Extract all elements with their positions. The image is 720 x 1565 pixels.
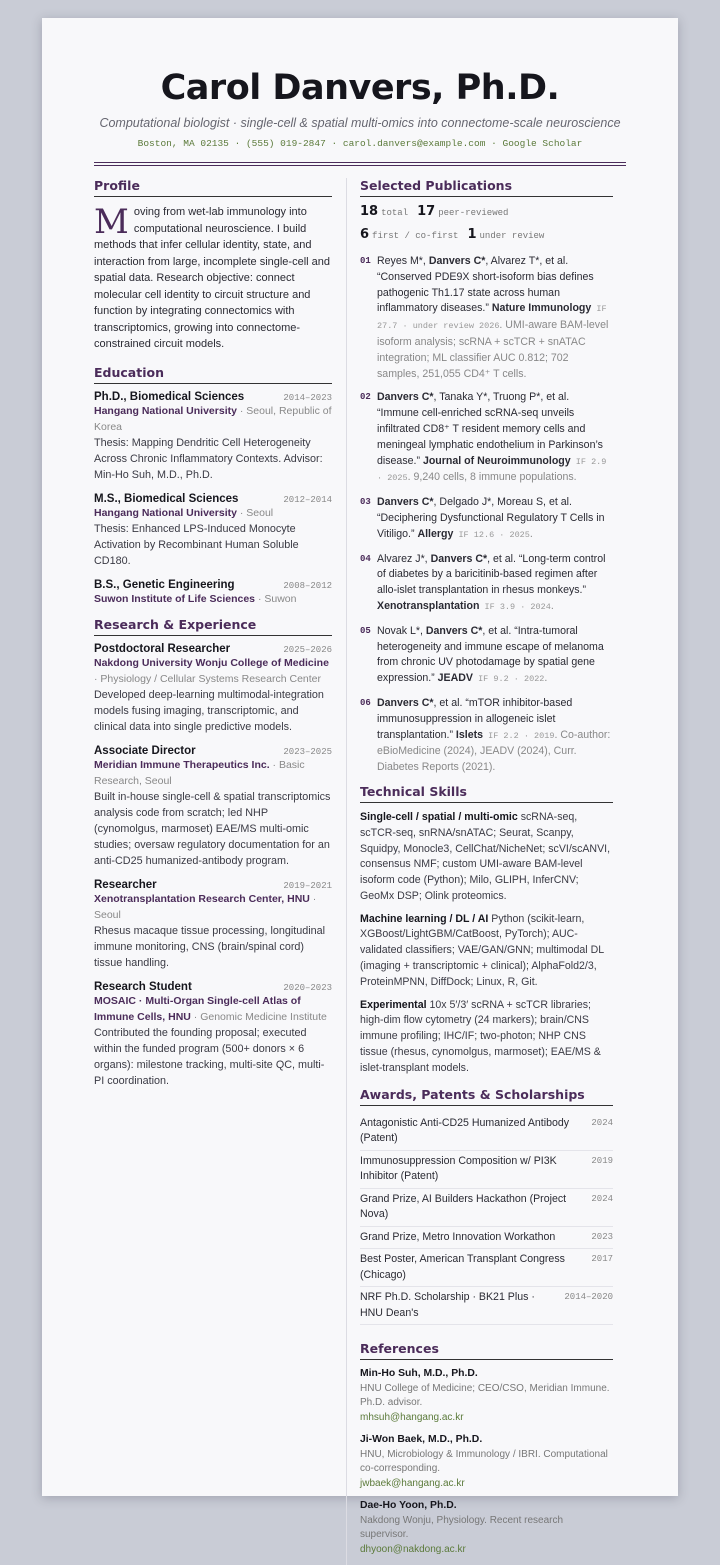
stat-label: peer-reviewed — [438, 208, 509, 218]
publication-number: 01 — [360, 256, 371, 266]
publication-number: 04 — [360, 553, 371, 564]
publication-stat — [467, 227, 544, 242]
experience-list — [94, 643, 332, 1089]
publication-stat — [360, 204, 408, 219]
impact-factor: IF 12.6 · 2025 — [453, 529, 530, 540]
organization-name: Nakdong University Wonju College of Medicine — [94, 656, 329, 669]
header-double-rule — [94, 162, 626, 166]
entry-organization — [94, 757, 332, 789]
publication-item — [360, 624, 613, 688]
publication-notes: . — [544, 672, 548, 685]
publication-title: , et al. “Intra-tumoral heterogeneity and immune escape of melanoma from chronic UV photodamage by spatial gene expression.” — [377, 624, 604, 685]
award-title: Antagonistic Anti-CD25 Humanized Antibody (Patent) — [360, 1116, 570, 1145]
entry-description: Built in-house single-cell & spatial transcriptomics analysis code from scratch; led NHP (cynomolgus, marmoset) EAE/MS multi-omic studies; oversaw regulatory documentation for an anti-CD25 humanized-antibody program. — [94, 790, 331, 867]
entry-organization — [94, 403, 332, 435]
reference-item — [360, 1433, 613, 1491]
award-date: 2017 — [591, 1254, 613, 1265]
publication-title: , et al. “Long-term control of diabetes by a baricitinib-based regimen after allo-islet transplantation in rhesus monkeys.” — [377, 552, 606, 597]
entry-date: 2025–2026 — [283, 644, 332, 655]
entry-organization — [94, 891, 332, 923]
publication-stats — [360, 204, 613, 250]
tagline: Computational biologist · single-cell & spatial multi-omics into connectome-scale neuroscience — [99, 116, 621, 130]
skills-list — [360, 810, 613, 1077]
publication-number: 03 — [360, 497, 371, 508]
publication-item — [360, 552, 613, 616]
award-date: 2024 — [591, 1117, 613, 1128]
award-date: 2024 — [591, 1193, 613, 1204]
profile-text — [94, 204, 332, 353]
publication-text — [377, 552, 613, 616]
experience-heading: Research & Experience — [94, 617, 332, 636]
stat-label: under review — [479, 231, 545, 241]
education-heading: Education — [94, 365, 332, 384]
publication-notes: . Co-author: eBioMedicine (2024), JEADV (2024), Curr. Diabetes Reports (2021). — [377, 728, 611, 774]
stat-number: 6 — [360, 227, 370, 242]
organization-name: Xenotransplantation Research Center, HNU — [94, 892, 310, 905]
left-column — [94, 178, 346, 1565]
publication-title: , Alvarez T*, et al. “Conserved PDE9X short-isoform bias defines pathogenic Th1.17 state across human inflammatory diseases.” — [377, 255, 594, 315]
organization-location: · Seoul — [236, 506, 274, 519]
impact-factor: IF 27.7 · under review 2026 — [377, 304, 607, 332]
authors-before: Reyes M*, — [377, 255, 429, 267]
impact-factor: IF 3.9 · 2024 — [479, 601, 551, 612]
experience-entry — [94, 879, 332, 971]
impact-factor: IF 2.2 · 2019 — [483, 730, 555, 741]
entry-header — [94, 391, 332, 403]
award-item — [360, 1151, 613, 1189]
reference-affiliation: HNU, Microbiology & Immunology / IBRI. Computational co-corresponding. — [360, 1448, 608, 1475]
entry-description: Developed deep-learning multimodal-integration models fusing imaging, transcriptomic, and clinical data into single predictive models. — [94, 688, 324, 733]
education-entry — [94, 579, 332, 607]
organization-location: · Suwon — [255, 592, 297, 605]
stat-label: first / co-first — [372, 231, 459, 241]
publication-item — [360, 495, 613, 543]
skill-group — [360, 912, 613, 991]
stat-label: total — [381, 208, 409, 218]
stat-number: 18 — [360, 204, 379, 219]
entry-header — [94, 579, 332, 591]
organization-location: · Basic Research, Seoul — [94, 758, 305, 787]
organization-location: · Seoul — [94, 892, 317, 921]
stat-number: 17 — [417, 204, 436, 219]
award-item — [360, 1113, 613, 1151]
reference-name: Min-Ho Suh, M.D., Ph.D. — [360, 1368, 478, 1380]
journal-name: Islets — [455, 728, 484, 741]
reference-item — [360, 1367, 613, 1425]
organization-name: MOSAIC · Multi-Organ Single-cell Atlas of Immune Cells, HNU — [94, 994, 301, 1023]
publication-notes: . — [550, 599, 554, 612]
reference-email[interactable]: jwbaek@hangang.ac.kr — [360, 1477, 465, 1489]
publication-number: 06 — [360, 697, 371, 708]
organization-name: Suwon Institute of Life Sciences — [94, 592, 256, 605]
award-title: NRF Ph.D. Scholarship · BK21 Plus · HNU Dean's — [360, 1291, 535, 1319]
publication-title: , Tanaka Y*, Truong P*, et al. “Immune cell-enriched scRNA-seq unveils infiltrated CD8⁺ T resident memory cells and meningeal lymphatic endothelium in Parkinson’s disease.” — [377, 391, 603, 467]
publication-list — [360, 254, 613, 776]
entry-header — [94, 493, 332, 505]
impact-factor: IF 9.2 · 2022 — [472, 674, 545, 685]
publication-text — [377, 696, 613, 776]
skill-label: Machine learning / DL / AI — [360, 912, 489, 925]
reference-affiliation: Nakdong Wonju, Physiology. Recent research supervisor. — [360, 1514, 564, 1541]
entry-description: Thesis: Enhanced LPS-Induced Monocyte Activation by Recombinant Human Soluble CD180. — [94, 522, 299, 567]
experience-entry — [94, 643, 332, 735]
reference-email[interactable]: dhyoon@nakdong.ac.kr — [360, 1543, 466, 1555]
journal-name: JEADV — [437, 672, 473, 685]
organization-location: · Physiology / Cellular Systems Research Center — [94, 672, 322, 685]
reference-name: Dae-Ho Yoon, Ph.D. — [360, 1500, 457, 1512]
publication-stat — [360, 227, 458, 242]
publication-notes: . 9,240 cells, 8 immune populations. — [407, 471, 577, 484]
references-list — [360, 1367, 613, 1557]
authors-before: Alvarez J*, — [377, 552, 431, 565]
publication-stat — [417, 204, 508, 219]
entry-date: 2023–2025 — [283, 746, 332, 757]
entry-description: Rhesus macaque tissue processing, longitudinal immune monitoring, CNS (brain/spinal cord) tissue handling. — [94, 924, 326, 969]
skill-group — [360, 998, 613, 1077]
entry-date: 2019–2021 — [283, 880, 332, 891]
education-list — [94, 391, 332, 607]
entry-date: 2012–2014 — [283, 494, 332, 505]
skills-heading: Technical Skills — [360, 784, 613, 803]
entry-title: Ph.D., Biomedical Sciences — [94, 390, 245, 403]
publication-text — [377, 624, 613, 688]
entry-title: B.S., Genetic Engineering — [94, 578, 235, 591]
reference-name: Ji-Won Baek, M.D., Ph.D. — [360, 1434, 483, 1446]
award-title: Grand Prize, Metro Innovation Workathon — [360, 1230, 556, 1243]
publications-heading: Selected Publications — [360, 178, 613, 197]
publication-title: , Delgado J*, Moreau S, et al. “Deciphering Dysfunctional Regulatory T Cells in Vitiligo.” — [377, 496, 605, 540]
contact-line[interactable]: Boston, MA 02135 · (555) 019-2847 · carol.danvers@example.com · Google Scholar — [137, 138, 583, 149]
entry-date: 2014–2023 — [283, 392, 332, 403]
entry-date: 2020–2023 — [283, 982, 332, 993]
entry-title: Postdoctoral Researcher — [94, 642, 231, 655]
publication-item — [360, 390, 613, 487]
entry-header — [94, 981, 332, 993]
resume-page — [42, 18, 678, 1555]
award-title: Immunosuppression Composition w/ PI3K Inhibitor (Patent) — [360, 1154, 557, 1183]
reference-email[interactable]: mhsuh@hangang.ac.kr — [360, 1411, 464, 1423]
author-highlight: Danvers C* — [428, 255, 486, 267]
award-title: Best Poster, American Transplant Congress (Chicago) — [360, 1253, 565, 1281]
skill-label: Single-cell / spatial / multi-omic — [360, 810, 518, 823]
publication-text — [377, 495, 613, 543]
awards-heading: Awards, Patents & Scholarships — [360, 1087, 613, 1106]
author-highlight: Danvers C* — [430, 552, 488, 565]
entry-title: Research Student — [94, 980, 192, 993]
organization-location: · Genomic Medicine Institute — [190, 1010, 327, 1023]
award-item — [360, 1287, 613, 1325]
author-highlight: Danvers C* — [377, 696, 434, 709]
impact-factor: IF 2.9 · 2025 — [377, 456, 607, 484]
publication-notes: . — [529, 527, 533, 540]
publication-number: 02 — [360, 392, 371, 403]
award-item — [360, 1249, 613, 1287]
publication-text — [377, 254, 613, 382]
skill-text: scRNA-seq, scTCR-seq, snRNA/snATAC; Seurat, Scanpy, Squidpy, Monocle3, CellChat/NicheNet; scVI/scANVI, consensus NMF; custom UMI-aware BAM-level isoform code (Python); Milo, GLIPH, InferCNV; GeoMx DSP; Olink proteomics. — [360, 810, 611, 902]
publication-number: 05 — [360, 625, 371, 636]
drop-cap: M — [94, 202, 129, 242]
entry-title: M.S., Biomedical Sciences — [94, 492, 239, 505]
education-entry — [94, 493, 332, 569]
skill-label: Experimental — [360, 998, 427, 1011]
author-highlight: Danvers C* — [377, 496, 434, 509]
references-heading: References — [360, 1341, 613, 1360]
skill-text: 10x 5′/3′ scRNA + scTCR libraries; high-dim flow cytometry (24 markers); brain/CNS immune profiling; IHC/IF; two-photon; NHP CNS tissue (rhesus, cynomolgus, marmoset); EAE/MS & islet-transplant models. — [360, 998, 601, 1074]
experience-entry — [94, 981, 332, 1089]
award-date: 2014–2020 — [564, 1292, 613, 1303]
entry-title: Associate Director — [94, 744, 196, 757]
organization-name: Hangang National University — [94, 404, 237, 417]
entry-organization — [94, 505, 332, 521]
organization-location: · Seoul, Republic of Korea — [94, 404, 332, 433]
entry-date: 2008–2012 — [283, 580, 332, 591]
profile-body: oving from wet-lab immunology into computational neuroscience. I build methods that infer cellular identity, state, and interaction from large, incomplete single-cell and spatial data. Research objective: connect molecular cell identity to circuit structure and function by integrating connectomics with transcriptomics, growing into connectome-constrained circuit models. — [94, 206, 331, 350]
entry-organization — [94, 655, 332, 687]
journal-name: Xenotransplantation — [377, 599, 480, 612]
skill-group — [360, 810, 613, 905]
entry-header — [94, 879, 332, 891]
stat-number: 1 — [467, 227, 477, 242]
award-title: Grand Prize, AI Builders Hackathon (Project Nova) — [360, 1192, 567, 1221]
entry-organization — [94, 993, 332, 1025]
journal-name: Allergy — [417, 527, 454, 540]
entry-title: Researcher — [94, 878, 157, 891]
award-date: 2019 — [591, 1155, 613, 1166]
right-column — [347, 178, 613, 1565]
award-item — [360, 1189, 613, 1227]
entry-description: Contributed the founding proposal; executed within the funded program (500+ donors × 6 organs): milestone tracking, multi-site QC, multi-PI coordination. — [94, 1026, 325, 1087]
skill-text: Python (scikit-learn, XGBoost/LightGBM/CatBoost, PyTorch); AUC-validated classifiers; VAE/GAN/GNN; multimodal DL (imaging + transcriptomic + clinical); AlphaFold2/3, ProteinMPNN, DiffDock; Linux, R, Git. — [360, 912, 604, 988]
experience-entry — [94, 745, 332, 869]
authors-before: Novak L*, — [377, 624, 426, 637]
candidate-name: Carol Danvers, Ph.D. — [160, 68, 560, 108]
profile-heading: Profile — [94, 178, 332, 197]
awards-list — [360, 1113, 613, 1326]
entry-description: Thesis: Mapping Dendritic Cell Heterogeneity Across Chronic Inflammatory Contexts. Advisor: Min-Ho Suh, M.D., Ph.D. — [94, 436, 323, 481]
entry-organization — [94, 591, 332, 607]
author-highlight: Danvers C* — [377, 391, 434, 404]
author-highlight: Danvers C* — [425, 624, 483, 637]
publication-notes: . UMI-aware BAM-level isoform analysis; scRNA + scTCR + snATAC integration; ML classifier AUC 0.812; 702 samples, 251,055 CD4⁺ T cells. — [377, 319, 609, 380]
award-item — [360, 1227, 613, 1250]
award-date: 2023 — [591, 1231, 613, 1242]
reference-affiliation: HNU College of Medicine; CEO/CSO, Meridian Immune. Ph.D. advisor. — [360, 1382, 610, 1409]
entry-header — [94, 643, 332, 655]
reference-item — [360, 1499, 613, 1557]
journal-name: Journal of Neuroimmunology — [422, 454, 571, 467]
publication-item — [360, 254, 613, 382]
journal-name: Nature Immunology — [491, 302, 592, 315]
education-entry — [94, 391, 332, 483]
entry-header — [94, 745, 332, 757]
organization-name: Meridian Immune Therapeutics Inc. — [94, 758, 270, 771]
publication-title: , et al. “mTOR inhibitor-based immunosuppression in allogeneic islet transplantation.” — [377, 696, 573, 741]
organization-name: Hangang National University — [94, 506, 237, 519]
publication-text — [377, 390, 613, 487]
publication-item — [360, 696, 613, 776]
